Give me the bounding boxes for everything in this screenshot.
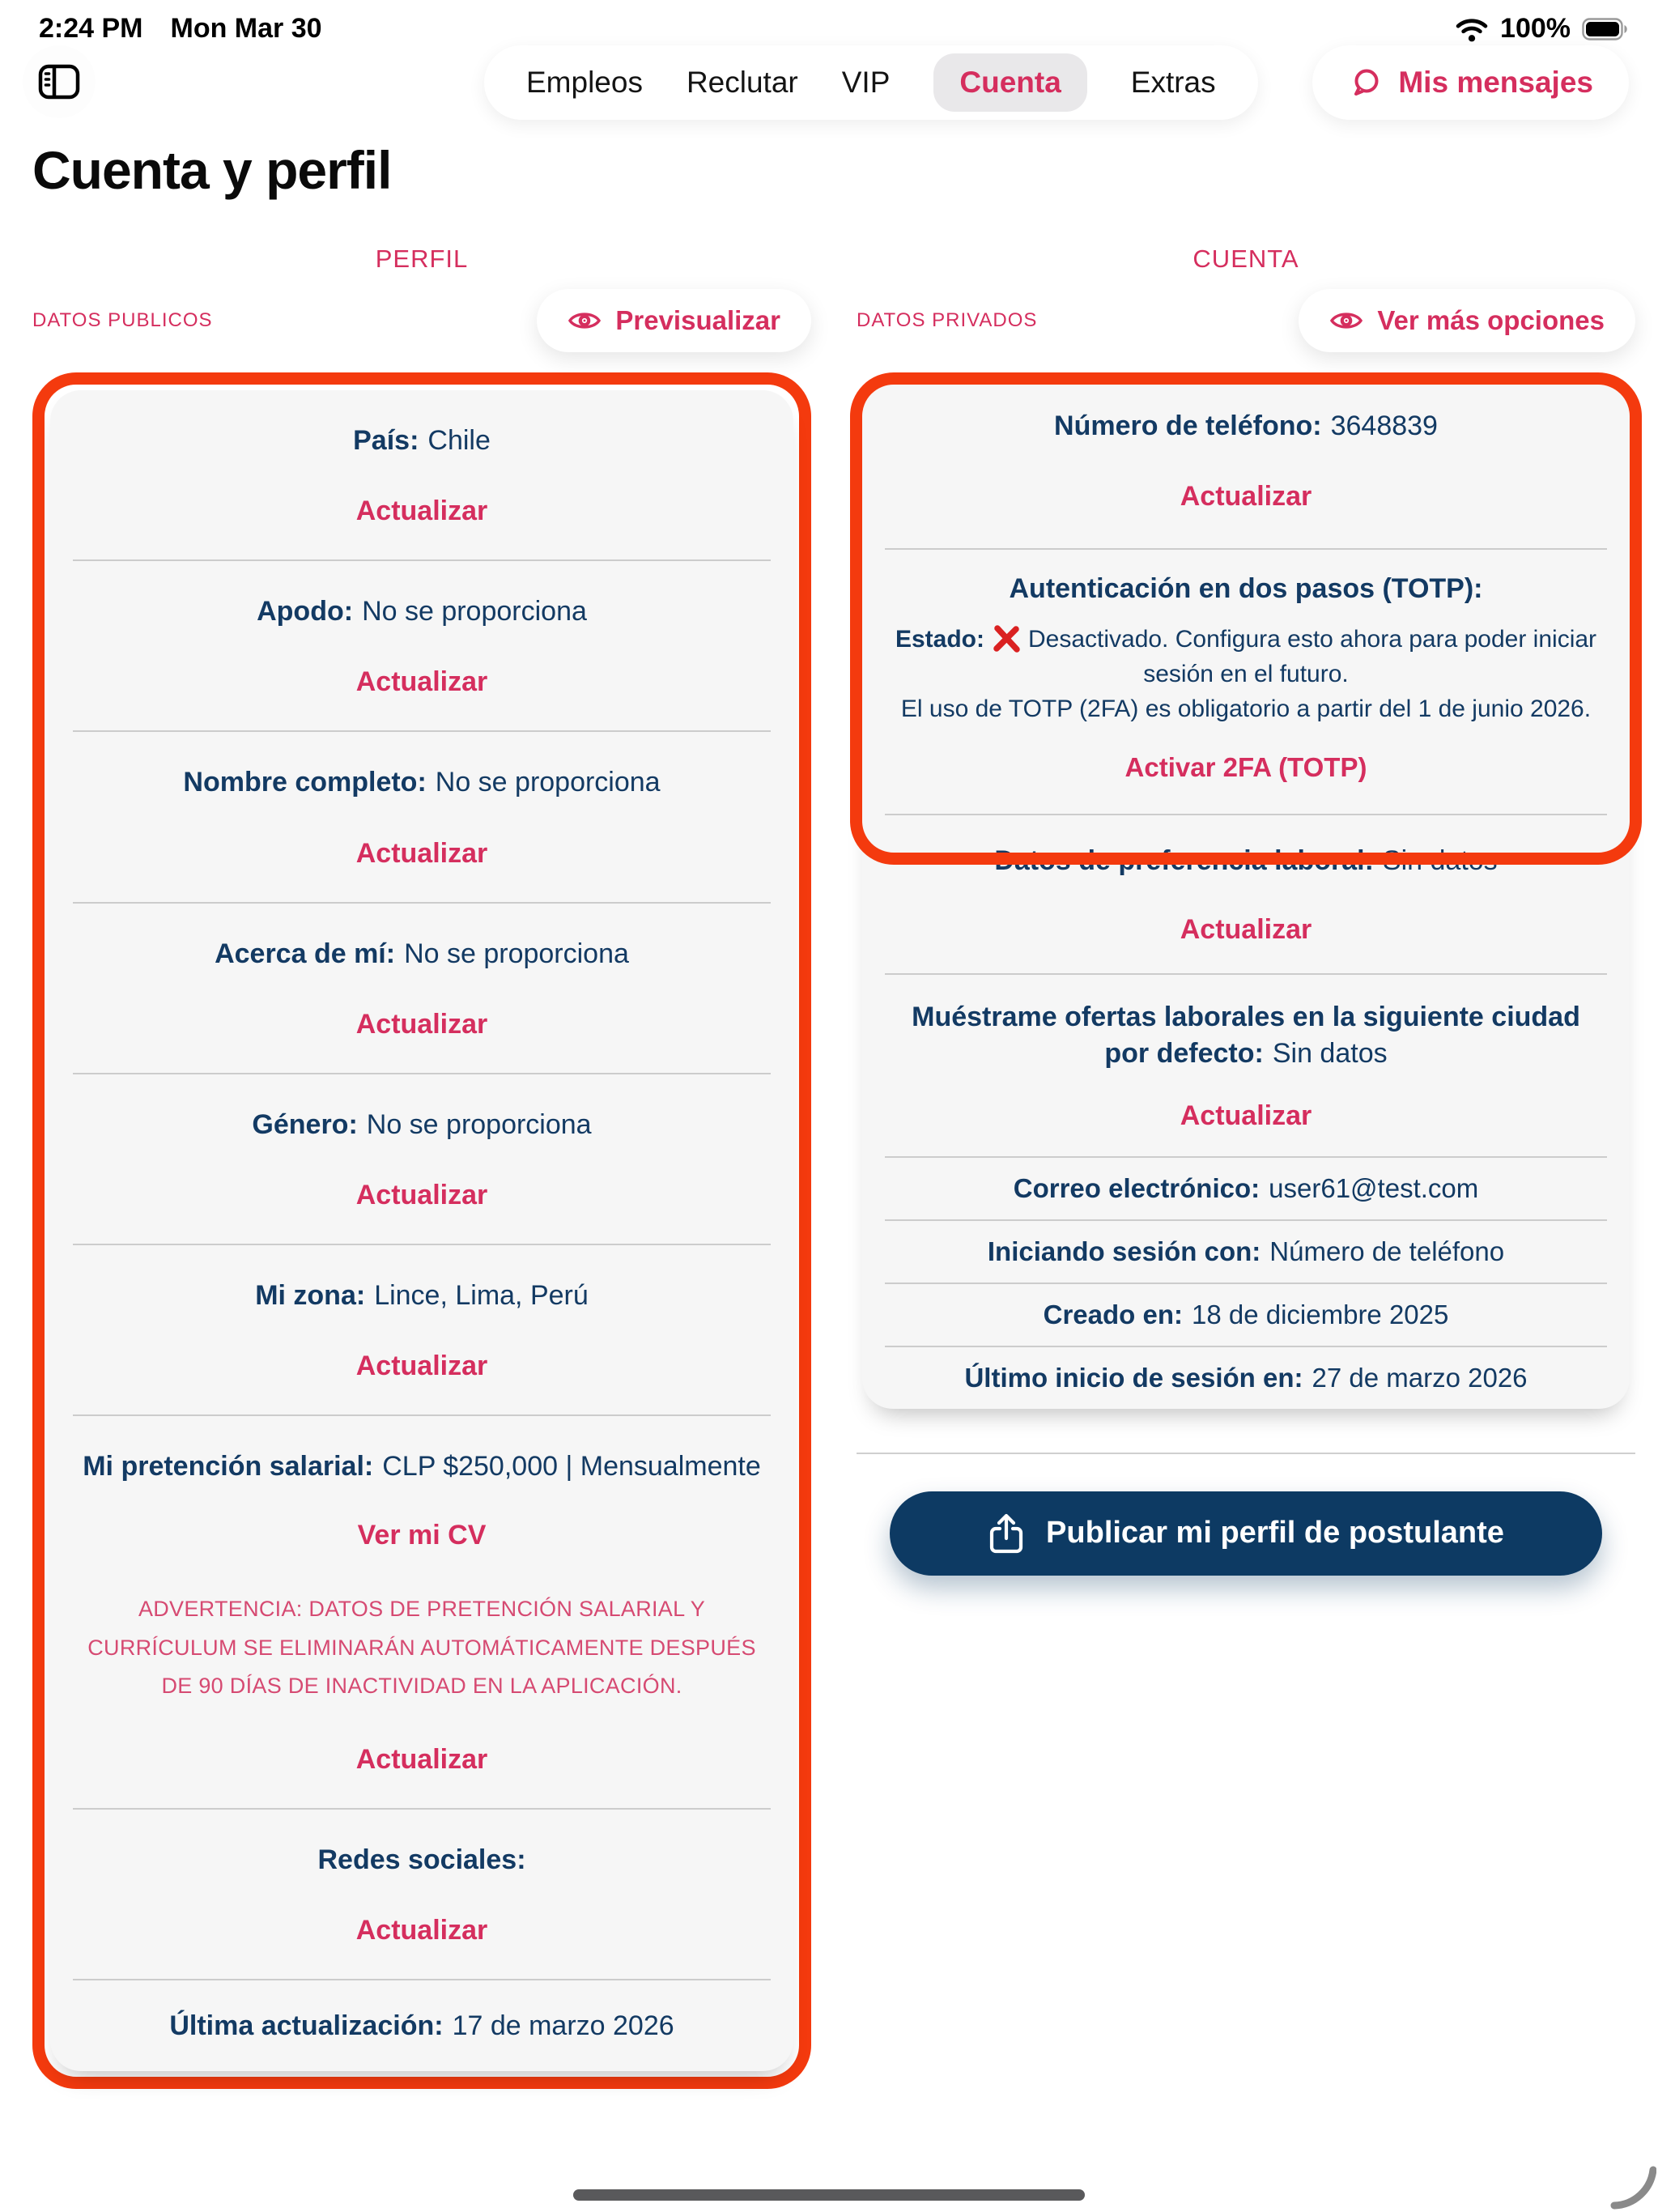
tab-extras[interactable]: Extras	[1130, 66, 1216, 99]
eye-icon	[568, 308, 602, 334]
tab-vip[interactable]: VIP	[841, 66, 891, 99]
tab-reclutar[interactable]: Reclutar	[686, 66, 798, 99]
row-zona: Mi zona: Lince, Lima, Perú Actualizar	[73, 1244, 771, 1414]
share-icon	[988, 1512, 1025, 1555]
row-correo: Correo electrónico: user61@test.com	[885, 1156, 1607, 1219]
profile-card-highlight	[32, 372, 811, 2089]
private-data-label: DATOS PRIVADOS	[857, 309, 1038, 331]
actualizar-zona-link[interactable]: Actualizar	[355, 1351, 488, 1382]
page-title: Cuenta y perfil	[32, 140, 392, 200]
actualizar-nombre-link[interactable]: Actualizar	[355, 837, 488, 869]
actualizar-apodo-link[interactable]: Actualizar	[355, 666, 488, 698]
wifi-icon	[1455, 16, 1489, 42]
sidebar-toggle-button[interactable]	[23, 45, 96, 118]
ver-mi-cv-link[interactable]: Ver mi CV	[357, 1520, 487, 1551]
more-options-button[interactable]	[1299, 289, 1635, 352]
row-totp: Autenticación en dos pasos (TOTP): Estado: Desactivado. Configura esto ahora para poder iniciar sesión en el futuro. El uso de TOTP (2FA) es obligatorio a partir del 1 de junio 2026. Activar 2FA (TOTP)	[885, 548, 1607, 814]
row-telefono: Número de teléfono: 3648839 Actualizar	[1054, 410, 1438, 513]
account-section-header: CUENTA	[1192, 245, 1299, 273]
profile-section-header: PERFIL	[375, 245, 469, 273]
preview-button[interactable]	[537, 289, 811, 352]
status-bar-left	[39, 13, 322, 45]
actualizar-acerca-link[interactable]: Actualizar	[355, 1008, 488, 1040]
publish-divider	[857, 1453, 1635, 1454]
eye-icon	[1329, 308, 1363, 334]
row-apodo: Apodo: No se proporciona Actualizar	[73, 559, 771, 730]
row-acerca: Acerca de mí: No se proporciona Actualizar	[73, 902, 771, 1073]
account-card-wrap	[857, 372, 1635, 1409]
publish-profile-button[interactable]	[890, 1491, 1602, 1576]
account-card	[862, 372, 1630, 1409]
actualizar-preferencia-link[interactable]: Actualizar	[1180, 914, 1312, 946]
row-ultimo-inicio: Último inicio de sesión en: 27 de marzo 2026	[885, 1346, 1607, 1409]
row-creado-en: Creado en: 18 de diciembre 2025	[885, 1283, 1607, 1346]
actualizar-redes-link[interactable]: Actualizar	[355, 1915, 488, 1946]
corner-arc-decoration	[1608, 2160, 1656, 2210]
chat-bubble-icon	[1348, 65, 1384, 100]
tab-empleos[interactable]: Empleos	[526, 66, 643, 99]
row-inicio-sesion-con: Iniciando sesión con: Número de teléfono	[885, 1219, 1607, 1283]
totp-note: El uso de TOTP (2FA) es obligatorio a partir del 1 de junio 2026.	[900, 695, 1592, 722]
more-options-label: Ver más opciones	[1377, 305, 1605, 335]
profile-card	[50, 390, 793, 2071]
my-messages-button[interactable]	[1312, 45, 1629, 120]
row-genero: Género: No se proporciona Actualizar	[73, 1073, 771, 1244]
red-cross-icon	[991, 623, 1022, 654]
profile-column	[32, 245, 811, 2089]
row-nombre: Nombre completo: No se proporciona Actualizar	[73, 730, 771, 901]
preview-button-label: Previsualizar	[615, 305, 780, 335]
sidebar-toggle-icon	[37, 60, 81, 104]
estado-text: Desactivado. Configura esto ahora para poder iniciar sesión en el futuro.	[1027, 626, 1597, 687]
battery-icon	[1582, 18, 1629, 40]
actualizar-telefono-link[interactable]: Actualizar	[1180, 481, 1312, 513]
actualizar-salario-link[interactable]: Actualizar	[355, 1744, 488, 1776]
row-ciudad: Muéstrame ofertas laborales en la siguiente ciudad por defecto: Sin datos Actualizar	[885, 973, 1607, 1155]
row-ultima-actualizacion: Última actualización: 17 de marzo 2026	[73, 1979, 771, 2071]
main-nav	[484, 45, 1258, 120]
status-time: 2:24 PM	[39, 13, 143, 44]
activar-2fa-link[interactable]: Activar 2FA (TOTP)	[1124, 752, 1367, 783]
actualizar-pais-link[interactable]: Actualizar	[355, 496, 488, 527]
estado-label: Estado:	[895, 626, 984, 653]
public-data-label: DATOS PUBLICOS	[32, 309, 213, 331]
actualizar-ciudad-link[interactable]: Actualizar	[1180, 1100, 1312, 1131]
status-bar-right	[1455, 13, 1629, 45]
row-redes: Redes sociales: Actualizar	[73, 1808, 771, 1979]
home-indicator[interactable]	[573, 2189, 1085, 2201]
row-salario: Mi pretención salarial: CLP $250,000 | Mensualmente Ver mi CV ADVERTENCIA: DATOS DE PRETENCIÓN SALARIAL Y CURRÍCULUM SE ELIMINARÁN AUTOMÁTICAMENTE DESPUÉS DE 90 DÍAS DE INACTIVIDAD EN LA APLICACIÓN. Actualizar	[73, 1414, 771, 1808]
actualizar-genero-link[interactable]: Actualizar	[355, 1179, 488, 1210]
my-messages-label: Mis mensajes	[1398, 66, 1593, 99]
salary-warning-text: ADVERTENCIA: DATOS DE PRETENCIÓN SALARIAL Y CURRÍCULUM SE ELIMINARÁN AUTOMÁTICAMENTE DESPUÉS DE 90 DÍAS DE INACTIVIDAD EN LA APLICACIÓN.	[87, 1597, 756, 1698]
row-pais: País: Chile Actualizar	[353, 425, 491, 527]
tab-cuenta[interactable]: Cuenta	[933, 53, 1086, 112]
publish-profile-label: Publicar mi perfil de postulante	[1046, 1516, 1504, 1551]
battery-percent: 100%	[1500, 13, 1571, 44]
account-column	[857, 245, 1635, 1576]
status-date: Mon Mar 30	[170, 13, 322, 44]
row-preferencia: Datos de preferencia laboral: Sin datos Actualizar	[885, 814, 1607, 973]
